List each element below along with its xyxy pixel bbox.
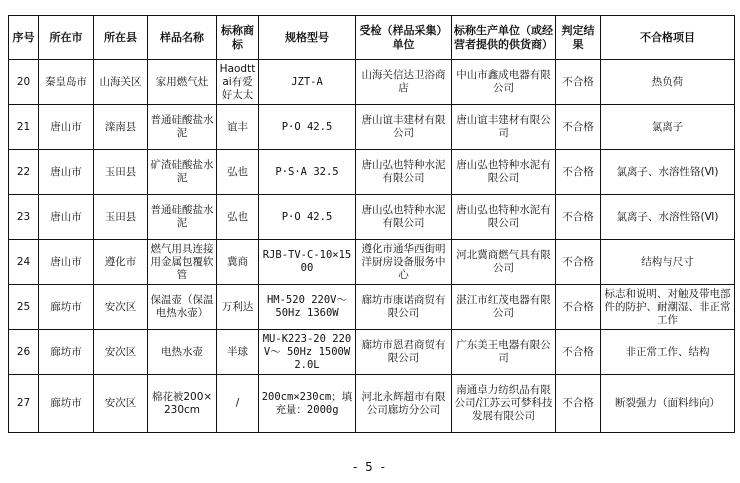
cell-no: 23 bbox=[9, 195, 39, 240]
cell-no: 22 bbox=[9, 150, 39, 195]
cell-failed-items: 标志和说明、对触及带电部件的防护、耐潮湿、非正常工作 bbox=[601, 285, 735, 330]
cell-county: 安次区 bbox=[94, 285, 148, 330]
cell-county: 滦南县 bbox=[94, 105, 148, 150]
cell-spec: P·O 42.5 bbox=[259, 105, 356, 150]
cell-brand: 弘也 bbox=[217, 150, 259, 195]
table-row bbox=[9, 240, 735, 285]
cell-failed-items: 氯离子、水溶性铬(Ⅵ) bbox=[601, 195, 735, 240]
cell-city: 唐山市 bbox=[39, 105, 94, 150]
cell-manufacturer: 湛江市红茂电器有限公司 bbox=[452, 285, 556, 330]
cell-inspected-unit: 山海关信达卫浴商店 bbox=[356, 60, 452, 105]
cell-sample-name: 燃气用具连接用金属包覆软管 bbox=[148, 240, 217, 285]
cell-city: 秦皇岛市 bbox=[39, 60, 94, 105]
cell-manufacturer: 中山市鑫成电器有限公司 bbox=[452, 60, 556, 105]
table-row bbox=[9, 105, 735, 150]
cell-spec: HM-520 220V～ 50Hz 1360W bbox=[259, 285, 356, 330]
cell-county: 安次区 bbox=[94, 330, 148, 375]
cell-sample-name: 棉花被200×230cm bbox=[148, 375, 217, 433]
cell-no: 20 bbox=[9, 60, 39, 105]
cell-failed-items: 氯离子、水溶性铬(Ⅵ) bbox=[601, 150, 735, 195]
cell-county: 遵化市 bbox=[94, 240, 148, 285]
cell-failed-items: 非正常工作、结构 bbox=[601, 330, 735, 375]
col-header-spec: 规格型号 bbox=[259, 16, 356, 60]
cell-brand: 万利达 bbox=[217, 285, 259, 330]
col-header-city: 所在市 bbox=[39, 16, 94, 60]
cell-city: 廊坊市 bbox=[39, 285, 94, 330]
cell-spec: P·S·A 32.5 bbox=[259, 150, 356, 195]
col-header-manufacturer: 标称生产单位（或经营者提供的供货商） bbox=[452, 16, 556, 60]
col-header-brand: 标称商标 bbox=[217, 16, 259, 60]
col-header-failed-items: 不合格项目 bbox=[601, 16, 735, 60]
cell-manufacturer: 唐山谊丰建材有限公司 bbox=[452, 105, 556, 150]
table-row bbox=[9, 285, 735, 330]
col-header-inspected-unit: 受检（样品采集）单位 bbox=[356, 16, 452, 60]
cell-inspected-unit: 廊坊市康诺商贸有限公司 bbox=[356, 285, 452, 330]
cell-no: 25 bbox=[9, 285, 39, 330]
cell-county: 玉田县 bbox=[94, 150, 148, 195]
cell-spec: MU-K223-20 220V～ 50Hz 1500W 2.0L bbox=[259, 330, 356, 375]
cell-failed-items: 热负荷 bbox=[601, 60, 735, 105]
cell-brand: Haodttai有爱好太太 bbox=[217, 60, 259, 105]
cell-brand: 弘也 bbox=[217, 195, 259, 240]
cell-inspected-unit: 河北永辉超市有限公司廊坊分公司 bbox=[356, 375, 452, 433]
col-header-no: 序号 bbox=[9, 16, 39, 60]
table-row bbox=[9, 195, 735, 240]
cell-result: 不合格 bbox=[556, 240, 601, 285]
cell-result: 不合格 bbox=[556, 105, 601, 150]
table-row bbox=[9, 150, 735, 195]
cell-sample-name: 电热水壶 bbox=[148, 330, 217, 375]
cell-result: 不合格 bbox=[556, 150, 601, 195]
cell-city: 唐山市 bbox=[39, 195, 94, 240]
inspection-results-table bbox=[8, 15, 735, 433]
cell-city: 廊坊市 bbox=[39, 375, 94, 433]
cell-inspected-unit: 唐山弘也特种水泥有限公司 bbox=[356, 195, 452, 240]
cell-result: 不合格 bbox=[556, 195, 601, 240]
col-header-county: 所在县 bbox=[94, 16, 148, 60]
cell-manufacturer: 河北冀商燃气具有限公司 bbox=[452, 240, 556, 285]
cell-no: 26 bbox=[9, 330, 39, 375]
cell-spec: 200cm×230cm；填充量：2000g bbox=[259, 375, 356, 433]
cell-inspected-unit: 遵化市通华西街明洋厨房设备服务中心 bbox=[356, 240, 452, 285]
cell-sample-name: 矿渣硅酸盐水泥 bbox=[148, 150, 217, 195]
cell-failed-items: 氯离子 bbox=[601, 105, 735, 150]
col-header-sample-name: 样品名称 bbox=[148, 16, 217, 60]
cell-no: 24 bbox=[9, 240, 39, 285]
cell-brand: / bbox=[217, 375, 259, 433]
cell-manufacturer: 南通卓力纺织品有限公司/江苏云可梦科技发展有限公司 bbox=[452, 375, 556, 433]
cell-sample-name: 普通硅酸盐水泥 bbox=[148, 195, 217, 240]
cell-city: 唐山市 bbox=[39, 240, 94, 285]
cell-spec: JZT-A bbox=[259, 60, 356, 105]
cell-no: 27 bbox=[9, 375, 39, 433]
cell-result: 不合格 bbox=[556, 60, 601, 105]
cell-failed-items: 结构与尺寸 bbox=[601, 240, 735, 285]
col-header-result: 判定结果 bbox=[556, 16, 601, 60]
cell-inspected-unit: 唐山谊丰建材有限公司 bbox=[356, 105, 452, 150]
cell-sample-name: 家用燃气灶 bbox=[148, 60, 217, 105]
page-number: - 5 - bbox=[353, 460, 387, 474]
cell-no: 21 bbox=[9, 105, 39, 150]
cell-inspected-unit: 唐山弘也特种水泥有限公司 bbox=[356, 150, 452, 195]
cell-spec: RJB-TV-C-10×1500 bbox=[259, 240, 356, 285]
table-header-row bbox=[9, 16, 735, 60]
cell-brand: 冀商 bbox=[217, 240, 259, 285]
table-row bbox=[9, 330, 735, 375]
cell-result: 不合格 bbox=[556, 375, 601, 433]
table-row bbox=[9, 60, 735, 105]
cell-result: 不合格 bbox=[556, 330, 601, 375]
cell-manufacturer: 唐山弘也特种水泥有限公司 bbox=[452, 195, 556, 240]
cell-county: 玉田县 bbox=[94, 195, 148, 240]
cell-city: 唐山市 bbox=[39, 150, 94, 195]
cell-inspected-unit: 廊坊市恩君商贸有限公司 bbox=[356, 330, 452, 375]
cell-sample-name: 普通硅酸盐水泥 bbox=[148, 105, 217, 150]
cell-county: 山海关区 bbox=[94, 60, 148, 105]
table-row bbox=[9, 375, 735, 433]
cell-brand: 谊丰 bbox=[217, 105, 259, 150]
cell-county: 安次区 bbox=[94, 375, 148, 433]
cell-manufacturer: 唐山弘也特种水泥有限公司 bbox=[452, 150, 556, 195]
cell-failed-items: 断裂强力（面料纬向） bbox=[601, 375, 735, 433]
cell-sample-name: 保温壶（保温电热水壶） bbox=[148, 285, 217, 330]
cell-brand: 半球 bbox=[217, 330, 259, 375]
cell-spec: P·O 42.5 bbox=[259, 195, 356, 240]
cell-result: 不合格 bbox=[556, 285, 601, 330]
cell-city: 廊坊市 bbox=[39, 330, 94, 375]
cell-manufacturer: 广东美王电器有限公司 bbox=[452, 330, 556, 375]
